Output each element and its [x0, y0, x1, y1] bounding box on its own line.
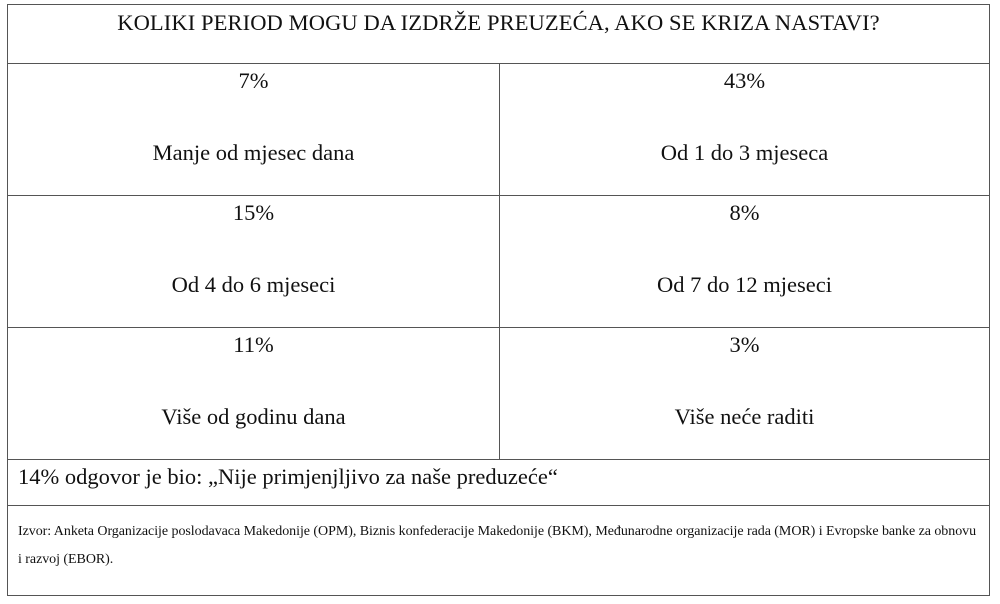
- percent-value: 43%: [723, 68, 766, 93]
- source-caption: Izvor: Anketa Organizacije poslodavaca Makedonije (OPM), Biznis konfederacije Makedonije (BKM), Međunarodne organizacije rada (MOR) i Evropske banke za obnovu i razvoj (EBOR).: [18, 524, 977, 567]
- percent-value: 7%: [238, 68, 269, 93]
- table-row: [8, 64, 989, 196]
- table-title: KOLIKI PERIOD MOGU DA IZDRŽE PREUZEĆA, AKO SE KRIZA NASTAVI?: [8, 5, 989, 64]
- percent-value: 3%: [729, 332, 760, 357]
- answer-label: Od 7 do 12 mjeseci: [657, 272, 832, 297]
- answer-label: Od 1 do 3 mjeseca: [660, 140, 829, 165]
- answer-label: Više od godinu dana: [161, 404, 346, 429]
- table-cell: [500, 64, 989, 195]
- table-cell: [500, 196, 989, 327]
- survey-table: [7, 4, 990, 596]
- table-row: [8, 196, 989, 328]
- percent-value: 11%: [233, 332, 274, 357]
- table-cell: [8, 328, 500, 459]
- table-cell: [8, 196, 500, 327]
- answer-label: Manje od mjesec dana: [152, 140, 355, 165]
- table-cell: [8, 64, 500, 195]
- note-text: 14% odgovor je bio: „Nije primjenjljivo za naše preduzeće“: [8, 460, 989, 506]
- table-row: [8, 328, 989, 460]
- answer-label: Od 4 do 6 mjeseci: [171, 272, 336, 297]
- percent-value: 15%: [232, 200, 275, 225]
- answer-label: Više neće raditi: [674, 404, 815, 429]
- percent-value: 8%: [729, 200, 760, 225]
- table-cell: [500, 328, 989, 459]
